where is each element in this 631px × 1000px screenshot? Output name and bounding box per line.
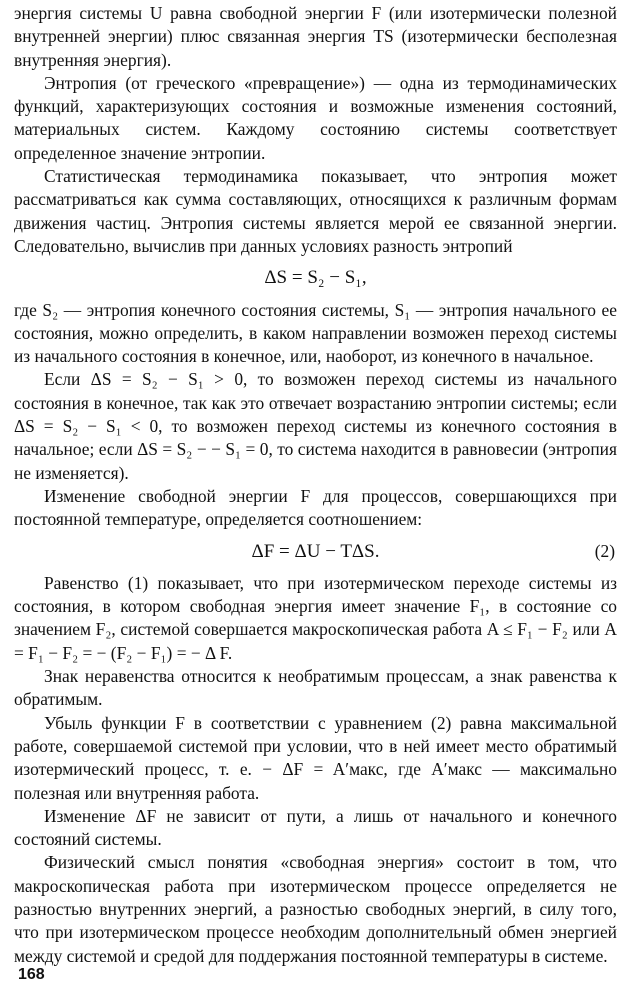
- paragraph-9: Убыль функции F в соответствии с уравнением (2) равна максимальной работе, совершаемой системой при условии, что в ней имеет место обратимый изотермический процесс, т. е. − ΔF = A′макс, где A′макс — максимально полезная или внутренняя работа.: [14, 712, 617, 803]
- paragraph-5: Если ΔS = S₂ − S₁ > 0, то возможен переход системы из начального состояния в конечное, так как это отвечает возрастанию энтропии системы; если ΔS = S₂ − S₁ < 0, то возможен переход системы из конечного состояния в начальное; если ΔS = S₂ − − S₁ = 0, то система находится в равновесии (энтропия не изменяется).: [14, 369, 617, 483]
- paragraph-3: Статистическая термодинамика показывает, что энтропия может рассматриваться как сумма составляющих, относящихся к различным формам движения частиц. Энтропия системы является мерой ее связанной энергии. Следовательно, вычислив при данных условиях разность энтропий: [14, 166, 617, 256]
- paragraph-11: Физический смысл понятия «свободная энергия» состоит в том, что макроскопическая работа при изотермическом процессе определяется не разностью внутренних энергий, а разностью свободных энергий, в силу того, что при изотермическом процессе необходим дополнительный обмен энергией между системой и средой для поддержания постоянной температуры в системе.: [14, 852, 617, 966]
- paragraph-7: Равенство (1) показывает, что при изотермическом переходе системы из состояния, в котором свободная энергия имеет значение F₁, в состояние со значением F₂, системой совершается макроскопическая работа A ≤ F₁ − F₂ или A = F₁ − F₂ = − (F₂ − F₁) = − Δ F.: [14, 572, 617, 663]
- paragraph-6: Изменение свободной энергии F для процессов, совершающихся при постоянной температуре, определяется соотношением:: [14, 485, 617, 530]
- formula-entropy-difference: [14, 266, 617, 289]
- paragraph-8: Знак неравенства относится к необратимым процессам, а знак равенства к обратимым.: [14, 666, 617, 710]
- paragraph-4: где S₂ — энтропия конечного состояния системы, S₁ — энтропия начального ее состояния, можно определить, в каком направлении возможен переход системы из начального состояния в конечное, или, наоборот, из конечного в начальное.: [14, 299, 617, 367]
- page-number: 168: [18, 966, 45, 983]
- formula-free-energy: [14, 540, 617, 563]
- paragraph-10: Изменение ΔF не зависит от пути, а лишь от начального и конечного состояний системы.: [14, 805, 617, 850]
- paragraph-1: энергия системы U равна свободной энергии F (или изотермически полезной внутренней энергии) плюс связанная энергия TS (изотермически бесполезная внутренняя энергия).: [14, 3, 617, 70]
- equation-number: (2): [594, 540, 615, 561]
- formula-free-energy-text: ΔF = ΔU − TΔS.: [251, 540, 380, 562]
- paragraph-2: Энтропия (от греческого «превращение») — одна из термодинамических функций, характеризующих состояния и возможные изменения состояний, материальных систем. Каждому состоянию системы соответствует определенное значение энтропии.: [14, 72, 617, 163]
- page-body: [14, 2, 617, 968]
- formula-entropy-text: ΔS = S₂ − S₁,: [264, 267, 367, 289]
